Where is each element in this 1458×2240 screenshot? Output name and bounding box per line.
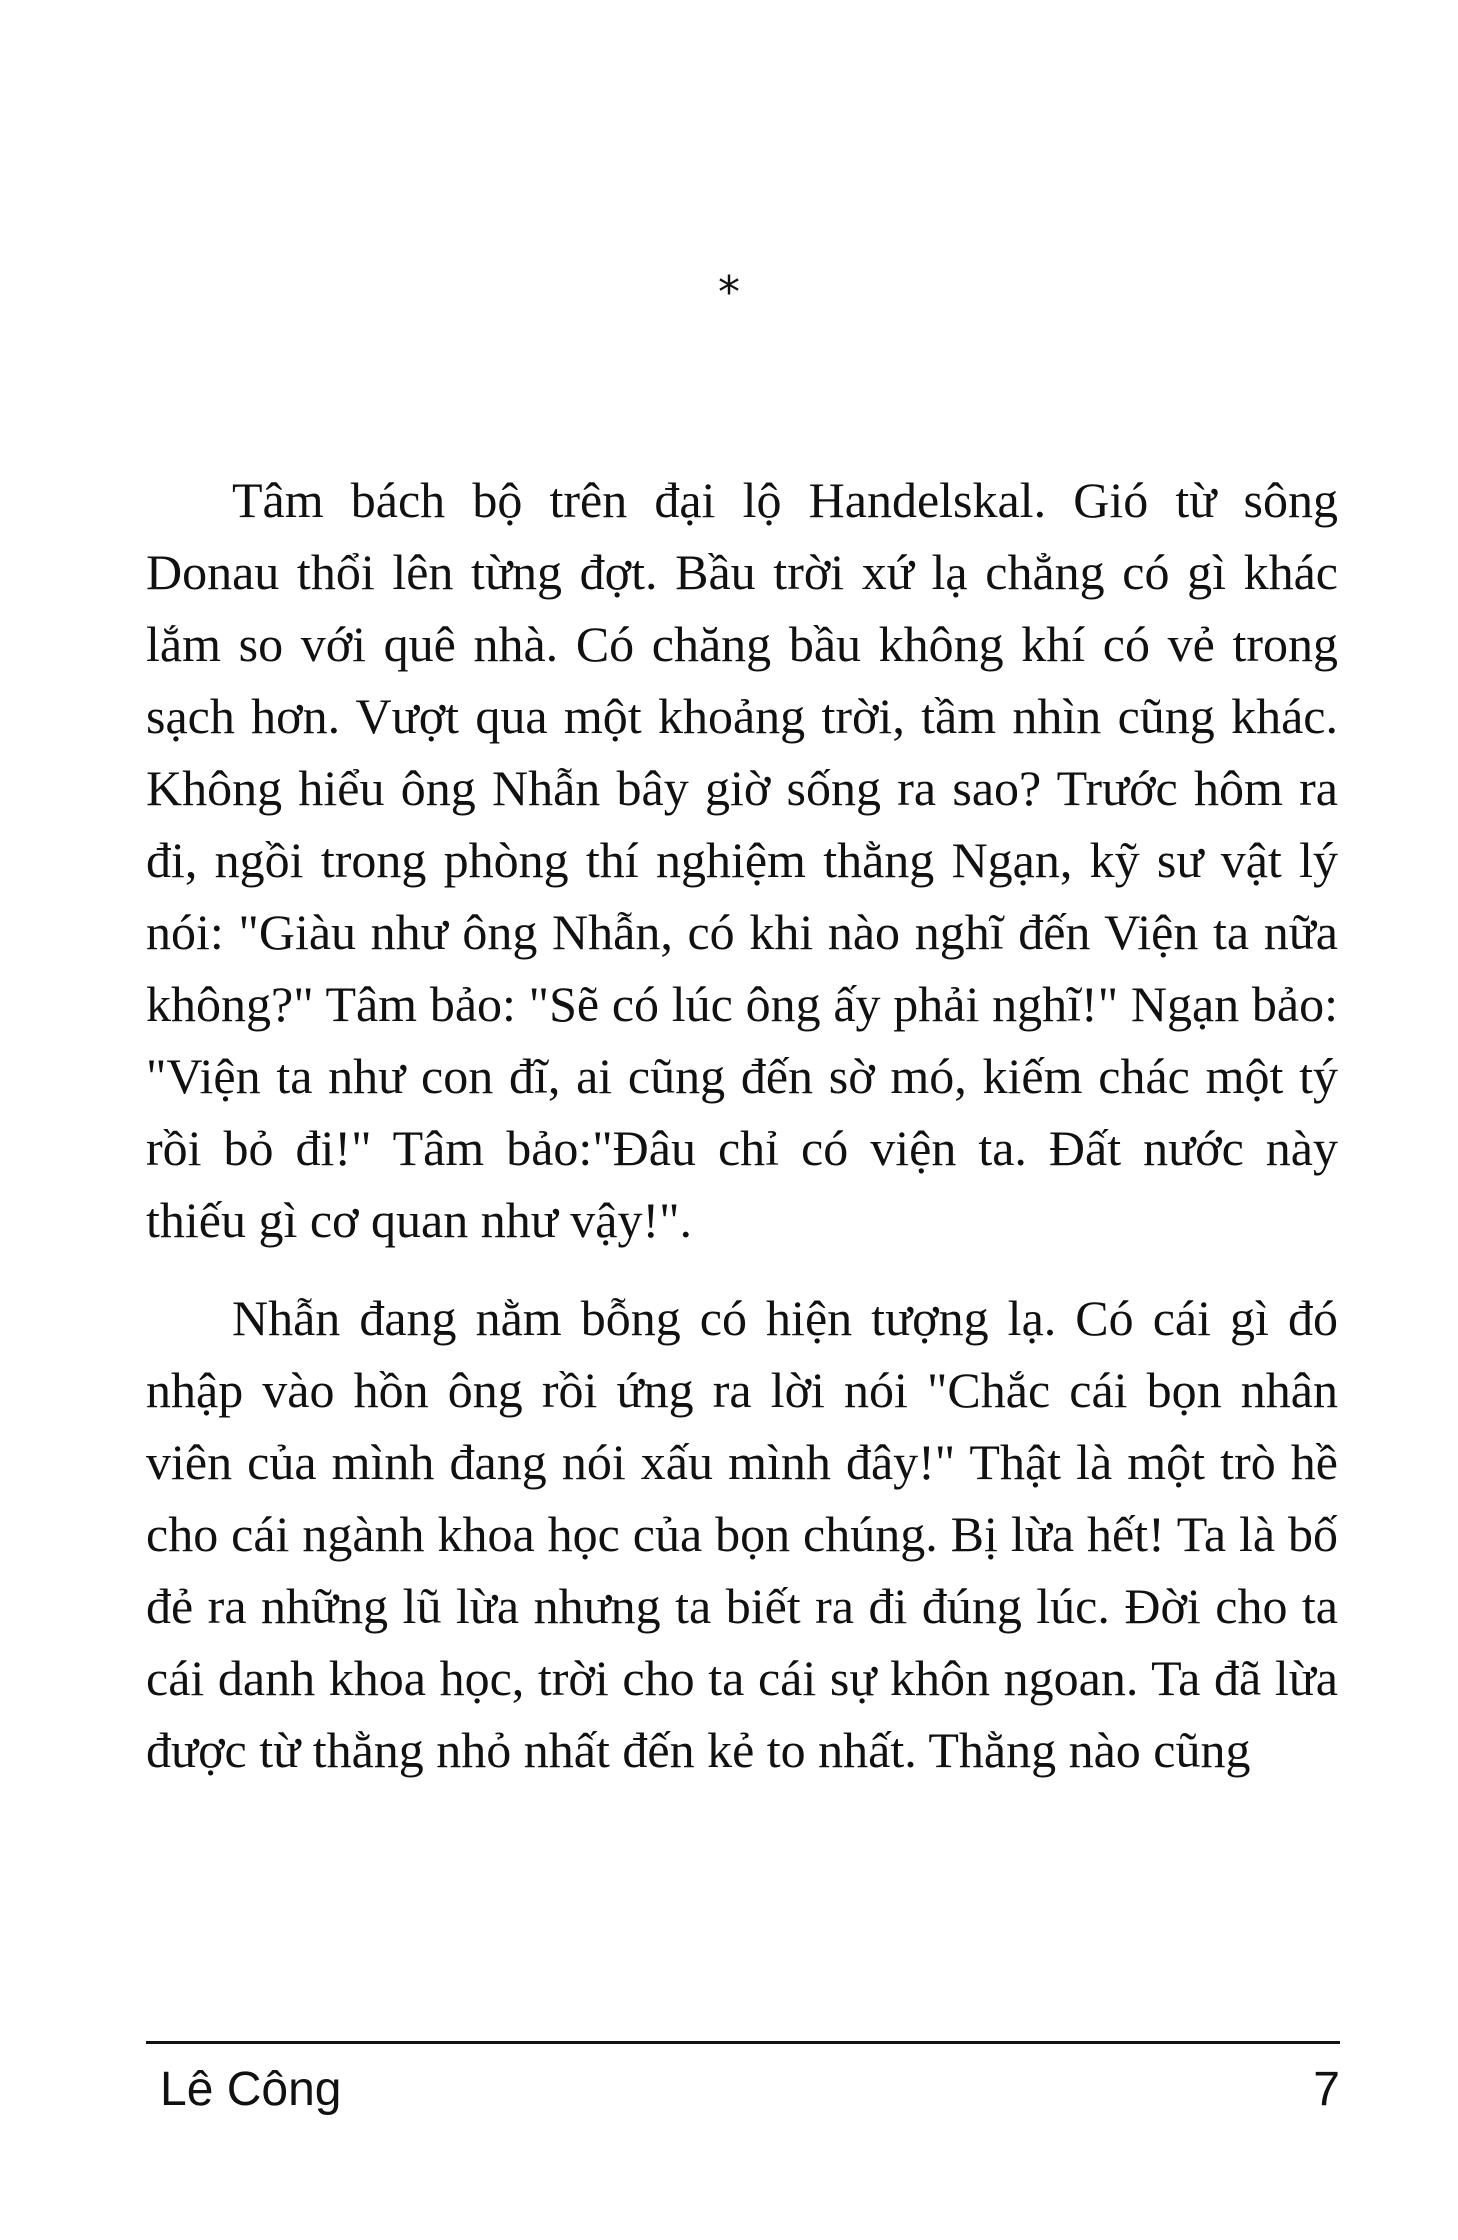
paragraph-2: Nhẫn đang nằm bỗng có hiện tượng lạ. Có cái gì đó nhập vào hồn ông rồi ứng ra lời nói "Chắc cái bọn nhân viên của mình đang nói xấu mình đây!" Thật là một trò hề cho cái ngành khoa học của bọn chúng. Bị lừa hết! Ta là bố đẻ ra những lũ lừa nhưng ta biết ra đi đúng lúc. Đời cho ta cái danh khoa học, trời cho ta cái sự khôn ngoan. Ta đã lừa được từ thằng nhỏ nhất đến kẻ to nhất. Thằng nào cũng bbox=[146, 1290, 1338, 1778]
footer-rule bbox=[146, 2041, 1340, 2044]
body-text bbox=[146, 464, 1338, 1786]
page-number: 7 bbox=[1313, 2063, 1340, 2116]
page-footer bbox=[160, 2060, 1340, 2120]
section-separator: * bbox=[718, 267, 740, 318]
paragraph-1: Tâm bách bộ trên đại lộ Handelskal. Gió từ sông Donau thổi lên từng đợt. Bầu trời xứ lạ chẳng có gì khác lắm so với quê nhà. Có chăng bầu không khí có vẻ trong sạch hơn. Vượt qua một khoảng trời, tầm nhìn cũng khác. Không hiểu ông Nhẫn bây giờ sống ra sao? Trước hôm ra đi, ngồi trong phòng thí nghiệm thằng Ngạn, kỹ sư vật lý nói: "Giàu như ông Nhẫn, có khi nào nghĩ đến Viện ta nữa không?" Tâm bảo: "Sẽ có lúc ông ấy phải nghĩ!" Ngạn bảo: "Viện ta như con đĩ, ai cũng đến sờ mó, kiếm chác một tý rồi bỏ đi!" Tâm bảo:"Đâu chỉ có viện ta. Đất nước này thiếu gì cơ quan như vậy!". bbox=[146, 472, 1338, 1248]
footer-author: Lê Công bbox=[160, 2063, 342, 2116]
